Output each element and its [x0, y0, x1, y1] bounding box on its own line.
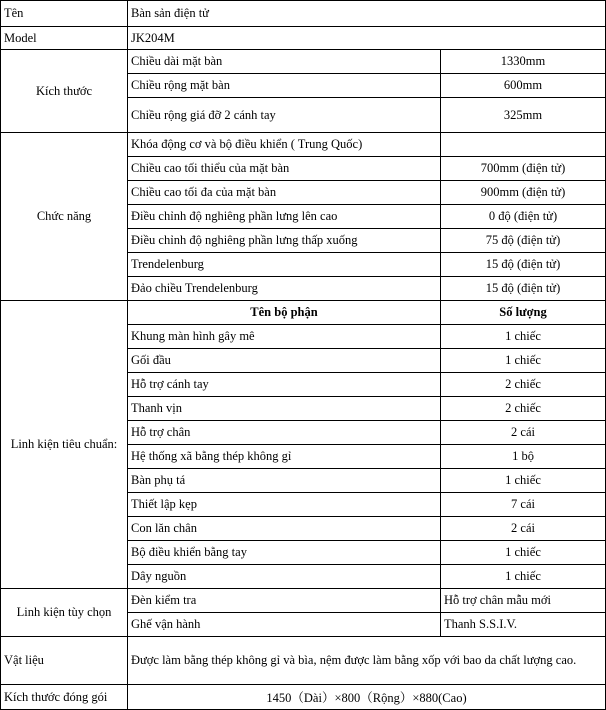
function-name: Chiều cao tối thiểu của mặt bàn — [128, 157, 441, 181]
model-value: JK204M — [128, 27, 606, 50]
part-name: Bộ điều khiển bằng tay — [128, 541, 441, 565]
part-name: Hệ thống xã bằng thép không gỉ — [128, 445, 441, 469]
optional-part-value: Thanh S.S.I.V. — [441, 613, 606, 637]
dimensions-label: Kích thước — [1, 50, 128, 133]
optional-part-row — [1, 589, 606, 613]
function-value: 700mm (điện tử) — [441, 157, 606, 181]
standard-parts-header-row — [1, 301, 606, 325]
dimension-name: Chiều rộng giá đỡ 2 cánh tay — [128, 98, 441, 133]
optional-part-name: Ghế vận hành — [128, 613, 441, 637]
part-qty: 1 chiếc — [441, 469, 606, 493]
part-qty: 2 chiếc — [441, 373, 606, 397]
part-name: Gối đầu — [128, 349, 441, 373]
name-row — [1, 1, 606, 27]
part-name: Con lăn chân — [128, 517, 441, 541]
functions-label: Chức năng — [1, 133, 128, 301]
optional-part-name: Đèn kiểm tra — [128, 589, 441, 613]
standard-parts-label: Linh kiện tiêu chuẩn: — [1, 301, 128, 589]
part-name: Thiết lập kẹp — [128, 493, 441, 517]
material-row — [1, 637, 606, 685]
part-qty: 1 chiếc — [441, 541, 606, 565]
material-value: Được làm bằng thép không gỉ và bìa, nệm được làm bằng xốp với bao da chất lượng cao. — [128, 637, 606, 685]
packing-label: Kích thước đóng gói — [1, 685, 128, 710]
dimension-value: 600mm — [441, 74, 606, 98]
part-name: Thanh vịn — [128, 397, 441, 421]
function-value — [441, 133, 606, 157]
function-name: Điều chỉnh độ nghiêng phần lưng lên cao — [128, 205, 441, 229]
model-label: Model — [1, 27, 128, 50]
dimension-row — [1, 50, 606, 74]
part-qty: 1 chiếc — [441, 349, 606, 373]
part-qty: 1 chiếc — [441, 565, 606, 589]
function-value: 0 độ (điện tử) — [441, 205, 606, 229]
part-qty: 2 cái — [441, 421, 606, 445]
packing-value: 1450（Dài）×800（Rộng）×880(Cao) — [128, 685, 606, 710]
function-name: Đảo chiều Trendelenburg — [128, 277, 441, 301]
part-name: Hỗ trợ chân — [128, 421, 441, 445]
optional-part-value: Hỗ trợ chân mẫu mới — [441, 589, 606, 613]
function-name: Trendelenburg — [128, 253, 441, 277]
name-label: Tên — [1, 1, 128, 27]
model-row — [1, 27, 606, 50]
part-qty: 2 cái — [441, 517, 606, 541]
material-label: Vật liệu — [1, 637, 128, 685]
part-qty: 2 chiếc — [441, 397, 606, 421]
dimension-value: 1330mm — [441, 50, 606, 74]
function-name: Khóa động cơ và bộ điều khiển ( Trung Quốc) — [128, 133, 441, 157]
part-name: Dây nguồn — [128, 565, 441, 589]
function-value: 900mm (điện tử) — [441, 181, 606, 205]
dimension-name: Chiều dài mặt bàn — [128, 50, 441, 74]
part-name: Bàn phụ tá — [128, 469, 441, 493]
parts-name-header: Tên bộ phận — [128, 301, 441, 325]
part-qty: 1 bộ — [441, 445, 606, 469]
function-value: 15 độ (điện tử) — [441, 277, 606, 301]
name-value: Bàn sản điện tử — [128, 1, 606, 27]
function-row — [1, 133, 606, 157]
optional-parts-label: Linh kiện tùy chọn — [1, 589, 128, 637]
parts-qty-header: Số lượng — [441, 301, 606, 325]
function-name: Chiều cao tối đa của mặt bàn — [128, 181, 441, 205]
part-qty: 1 chiếc — [441, 325, 606, 349]
part-name: Khung màn hình gây mê — [128, 325, 441, 349]
part-name: Hỗ trợ cánh tay — [128, 373, 441, 397]
packing-row — [1, 685, 606, 710]
function-name: Điều chỉnh độ nghiêng phần lưng thấp xuống — [128, 229, 441, 253]
function-value: 75 độ (điện tử) — [441, 229, 606, 253]
dimension-name: Chiều rộng mặt bàn — [128, 74, 441, 98]
part-qty: 7 cái — [441, 493, 606, 517]
dimension-value: 325mm — [441, 98, 606, 133]
function-value: 15 độ (điện tử) — [441, 253, 606, 277]
